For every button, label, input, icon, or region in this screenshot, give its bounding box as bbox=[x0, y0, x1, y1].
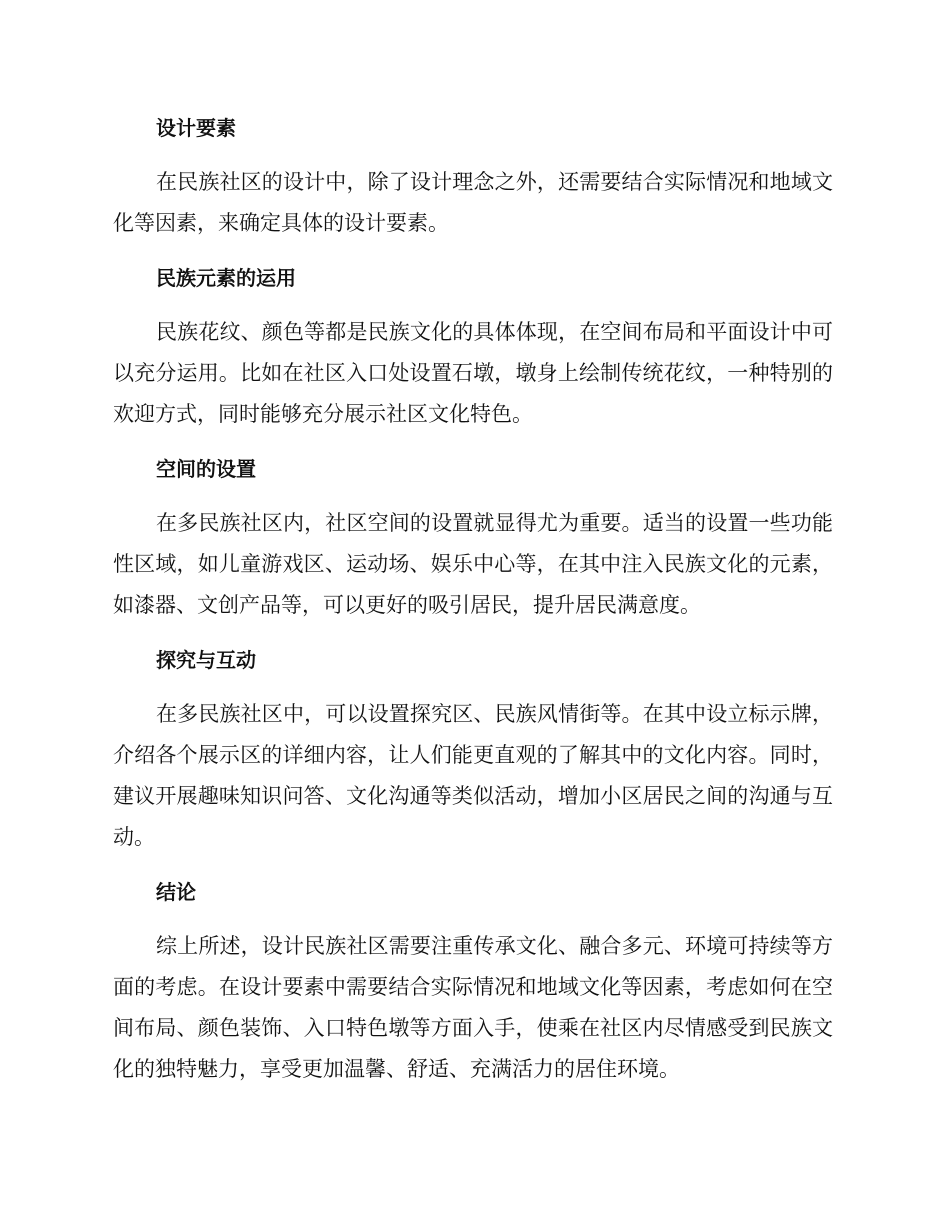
section-paragraph: 在多民族社区中，可以设置探究区、民族风情街等。在其中设立标示牌，介绍各个展示区的详细内容，让人们能更直观的了解其中的文化内容。同时，建议开展趣味知识问答、文化沟通等类似活动，增加小区居民之间的沟通与互动。 bbox=[113, 702, 833, 849]
section-paragraph: 民族花纹、颜色等都是民族文化的具体体现，在空间布局和平面设计中可以充分运用。比如在社区入口处设置石墩，墩身上绘制传统花纹，一种特别的欢迎方式，同时能够充分展示社区文化特色。 bbox=[113, 320, 833, 426]
section-heading: 探究与互动 bbox=[156, 648, 256, 672]
section-heading: 空间的设置 bbox=[156, 457, 256, 481]
document-page bbox=[113, 108, 833, 1104]
section-heading: 民族元素的运用 bbox=[156, 266, 296, 290]
section-heading: 设计要素 bbox=[156, 116, 236, 140]
section-ethnic-elements bbox=[113, 258, 833, 435]
section-conclusion bbox=[113, 872, 833, 1090]
section-design-elements bbox=[113, 108, 833, 244]
section-space-setup bbox=[113, 449, 833, 626]
section-paragraph: 在多民族社区内，社区空间的设置就显得尤为重要。适当的设置一些功能性区域，如儿童游戏区、运动场、娱乐中心等，在其中注入民族文化的元素，如漆器、文创产品等，可以更好的吸引居民，提升居民满意度。 bbox=[113, 511, 833, 617]
section-paragraph: 综上所述，设计民族社区需要注重传承文化、融合多元、环境可持续等方面的考虑。在设计要素中需要结合实际情况和地域文化等因素，考虑如何在空间布局、颜色装饰、入口特色墩等方面入手，使乘在社区内尽情感受到民族文化的独特魅力，享受更加温馨、舒适、充满活力的居住环境。 bbox=[113, 934, 833, 1081]
section-exploration-interaction bbox=[113, 640, 833, 858]
section-paragraph: 在民族社区的设计中，除了设计理念之外，还需要结合实际情况和地域文化等因素，来确定具体的设计要素。 bbox=[113, 170, 833, 235]
section-heading: 结论 bbox=[156, 880, 196, 904]
